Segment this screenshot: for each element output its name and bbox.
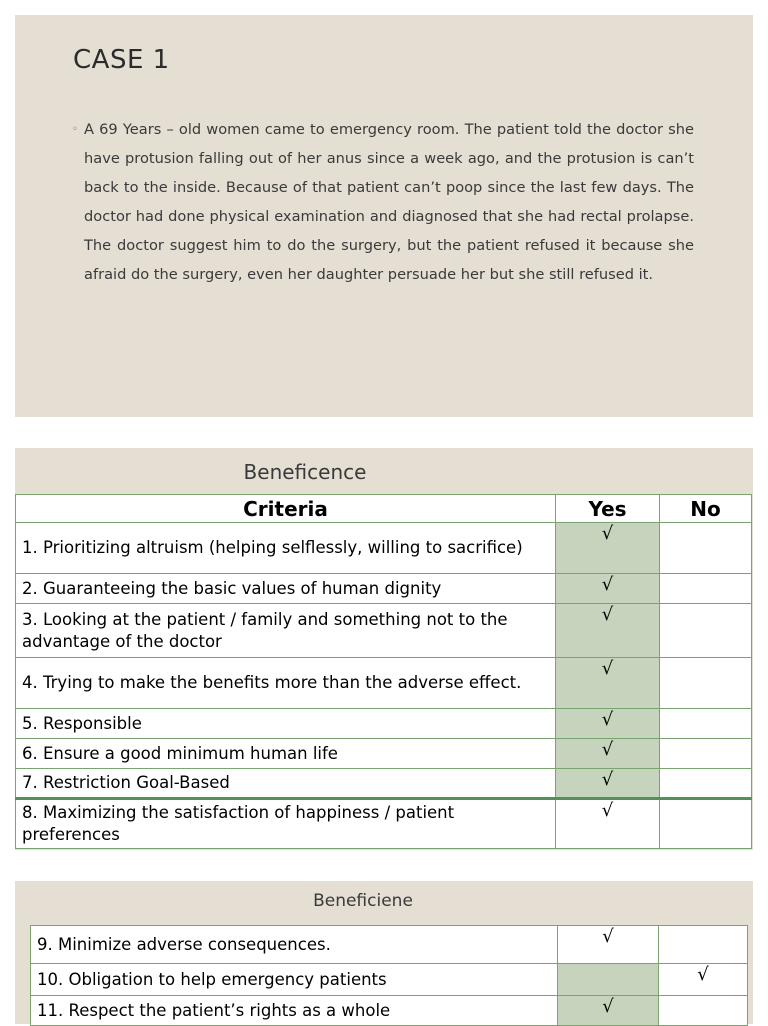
table-header-row	[16, 495, 752, 523]
yes-check-cell: √	[556, 604, 660, 658]
yes-check-cell: √	[556, 658, 660, 709]
yes-check-cell: √	[558, 926, 659, 964]
table-row	[16, 604, 752, 658]
criteria-cell: 8. Maximizing the satisfaction of happiness / patient preferences	[16, 799, 556, 849]
no-check-cell	[660, 523, 752, 574]
yes-header: Yes	[556, 495, 660, 523]
criteria-table-continued	[30, 925, 748, 1026]
table-title: Beneficiene	[313, 891, 413, 911]
criteria-cell: 3. Looking at the patient / family and something not to the advantage of the doctor	[16, 604, 556, 658]
table-title: Beneficence	[243, 460, 367, 484]
table-row	[31, 926, 748, 964]
table-row	[16, 739, 752, 769]
no-check-cell	[660, 799, 752, 849]
no-check-cell	[660, 739, 752, 769]
table-row	[31, 996, 748, 1026]
no-check-cell	[660, 709, 752, 739]
bullet-icon: ◦	[72, 124, 78, 135]
case-title: CASE 1	[73, 45, 170, 75]
case-description	[72, 115, 694, 289]
table-row	[16, 658, 752, 709]
table-row	[31, 964, 748, 996]
no-check-cell	[660, 604, 752, 658]
yes-check-cell: √	[556, 709, 660, 739]
no-check-cell	[660, 658, 752, 709]
beneficence-slide	[15, 448, 753, 850]
criteria-cell: 11. Respect the patient’s rights as a whole	[31, 996, 558, 1026]
yes-check-cell: √	[556, 739, 660, 769]
criteria-cell: 9. Minimize adverse consequences.	[31, 926, 558, 964]
beneficiene-slide	[15, 881, 753, 1024]
criteria-cell: 6. Ensure a good minimum human life	[16, 739, 556, 769]
yes-check-cell: √	[556, 799, 660, 849]
case-description-text: A 69 Years – old women came to emergency room. The patient told the doctor she have protusion falling out of her anus since a week ago, and the protusion is can’t back to the inside. Because of that patient can’t poop since the last few days. The doctor had done physical examination and diagnosed that she had rectal prolapse. The doctor suggest him to do the surgery, but the patient refused it because she afraid do the surgery, even her daughter persuade her but she still refused it.	[84, 121, 694, 283]
table-row	[16, 799, 752, 849]
case-slide	[15, 15, 753, 417]
criteria-cell: 2. Guaranteeing the basic values of human dignity	[16, 574, 556, 604]
table-row	[16, 769, 752, 799]
yes-check-cell: √	[558, 996, 659, 1026]
criteria-cell: 4. Trying to make the benefits more than the adverse effect.	[16, 658, 556, 709]
no-check-cell	[659, 926, 748, 964]
table-row	[16, 574, 752, 604]
yes-check-cell: √	[556, 574, 660, 604]
table-row	[16, 709, 752, 739]
criteria-cell: 1. Prioritizing altruism (helping selflessly, willing to sacrifice)	[16, 523, 556, 574]
yes-check-cell	[558, 964, 659, 996]
no-check-cell	[659, 996, 748, 1026]
criteria-header: Criteria	[16, 495, 556, 523]
criteria-table	[15, 494, 752, 849]
table-row	[16, 523, 752, 574]
no-header: No	[660, 495, 752, 523]
criteria-cell: 7. Restriction Goal-Based	[16, 769, 556, 799]
no-check-cell	[660, 574, 752, 604]
criteria-cell: 10. Obligation to help emergency patients	[31, 964, 558, 996]
criteria-cell: 5. Responsible	[16, 709, 556, 739]
no-check-cell	[660, 769, 752, 799]
yes-check-cell: √	[556, 769, 660, 799]
yes-check-cell: √	[556, 523, 660, 574]
no-check-cell: √	[659, 964, 748, 996]
